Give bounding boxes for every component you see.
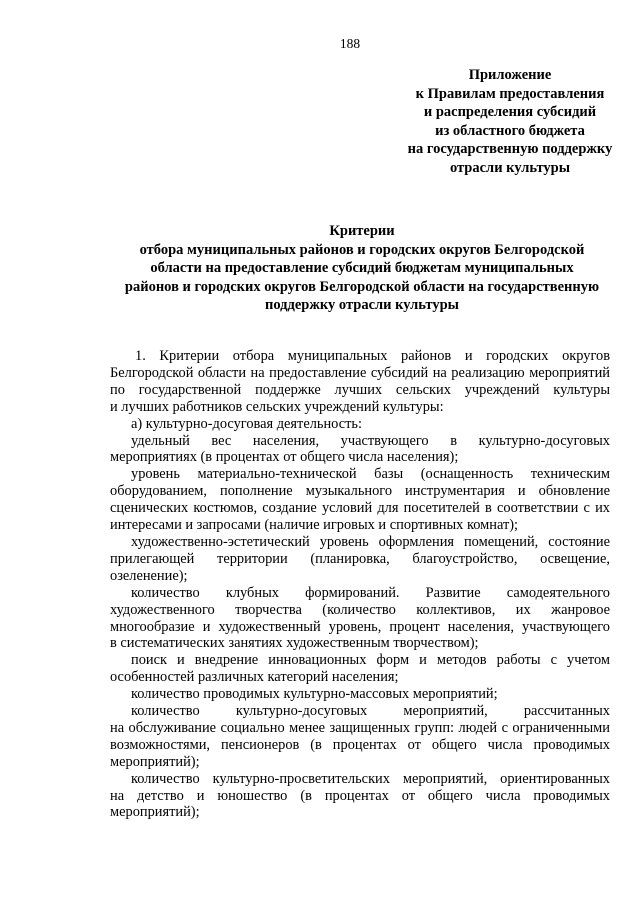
body-line: интересами и запросами (наличие игровых и спортивных комнат); xyxy=(110,517,519,534)
appendix-block xyxy=(380,66,640,178)
body-line: озеленение); xyxy=(110,567,188,584)
body-line: количество клубных формирований. Развитие самодеятельного xyxy=(131,584,610,601)
document-title xyxy=(92,222,632,315)
appendix-line: на государственную поддержку xyxy=(407,141,613,158)
body-line: уровень материально-технической базы (оснащенность техническим xyxy=(131,466,610,483)
title-line: области на предоставление субсидий бюджетам муниципальных xyxy=(150,260,574,277)
body-line: удельный вес населения, участвующего в культурно-досуговых xyxy=(131,432,610,449)
title-line: Критерии xyxy=(329,223,395,239)
body-line: на обслуживание социально менее защищенных групп: людей с ограниченными xyxy=(110,719,610,736)
body-line: а) культурно-досуговая деятельность: xyxy=(131,415,362,432)
body-line: особенностей различных категорий населения; xyxy=(110,669,399,686)
body-line: мероприятий); xyxy=(110,753,200,770)
appendix-line: Приложение xyxy=(468,67,552,83)
document-body xyxy=(110,348,610,821)
body-line: прилегающей территории (планировка, благоустройство, освещение, xyxy=(110,550,610,567)
body-line: Белгородской области на предоставление субсидий на реализацию мероприятий xyxy=(110,364,610,381)
body-line: сценических костюмов, создание условий для посетителей в соответствии с их xyxy=(110,500,610,517)
appendix-line: из областного бюджета xyxy=(435,122,585,139)
body-line: по государственной поддержке лучших сельских учреждений культуры xyxy=(110,381,610,398)
body-line: возможностями, пенсионеров (в процентах от общего числа проводимых xyxy=(110,736,610,753)
body-line: 1. Критерии отбора муниципальных районов и городских округов xyxy=(135,348,610,364)
body-line: художественного творчества (количество коллективов, их жанровое xyxy=(110,601,610,618)
body-line: количество культурно-просветительских мероприятий, ориентированных xyxy=(131,770,610,787)
body-line: на детство и юношество (в процентах от общего числа проводимых xyxy=(110,787,610,804)
body-line: количество проводимых культурно-массовых мероприятий; xyxy=(131,686,498,703)
body-line: и лучших работников сельских учреждений культуры: xyxy=(110,398,444,415)
body-line: количество культурно-досуговых мероприятий, рассчитанных xyxy=(131,703,610,720)
title-line: поддержку отрасли культуры xyxy=(265,297,459,314)
body-line: мероприятиях (в процентах от общего числа населения); xyxy=(110,449,459,466)
body-line: мероприятий); xyxy=(110,804,200,821)
body-line: многообразие и художественный уровень, процент населения, участвующего xyxy=(110,618,610,635)
appendix-line: и распределения субсидий xyxy=(423,104,597,121)
appendix-line: к Правилам предоставления xyxy=(415,85,605,102)
body-line: художественно-эстетический уровень оформления помещений, состояние xyxy=(131,533,610,550)
title-line: отбора муниципальных районов и городских округов Белгородской xyxy=(139,241,585,258)
body-line: в систематических занятиях художественным творчеством); xyxy=(110,635,479,652)
page-number: 188 xyxy=(339,36,361,51)
title-line: районов и городских округов Белгородской области на государственную xyxy=(124,278,600,295)
appendix-line: отрасли культуры xyxy=(449,159,571,176)
body-line: поиск и внедрение инновационных форм и методов работы с учетом xyxy=(131,652,610,669)
body-line: оборудованием, пополнение музыкального инструментария и обновление xyxy=(110,483,610,500)
